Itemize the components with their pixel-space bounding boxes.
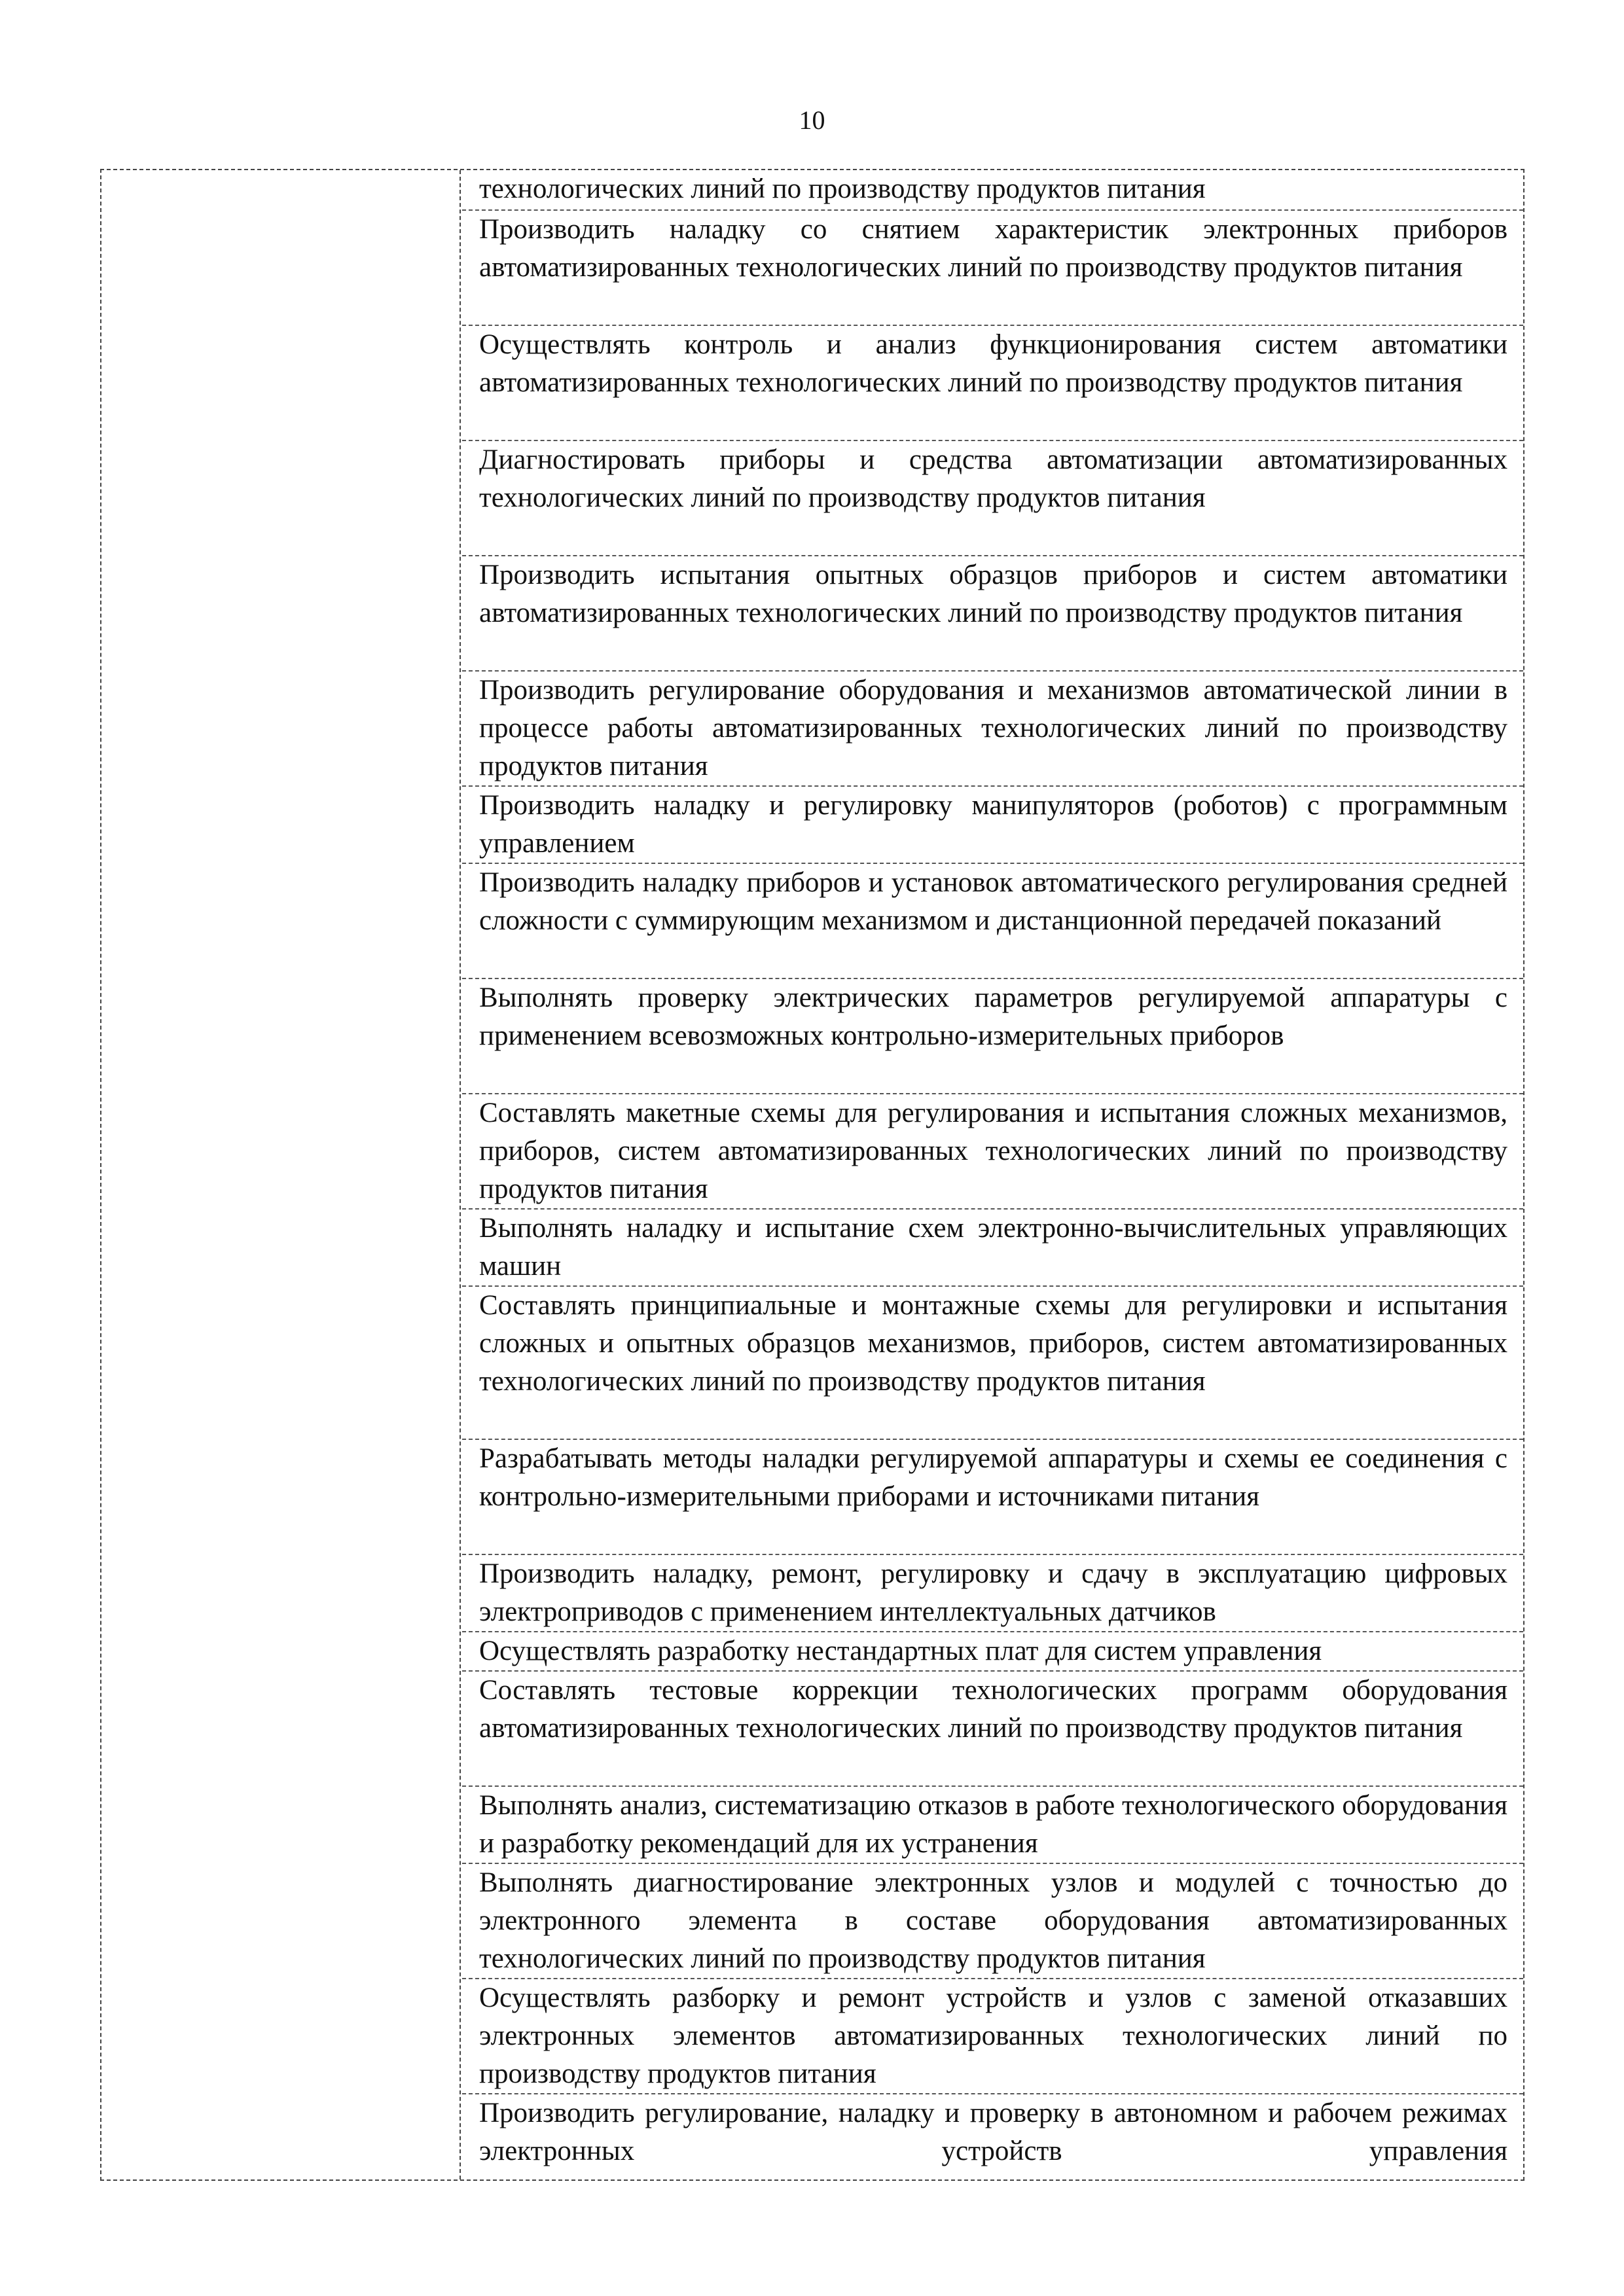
- table-row: Разрабатывать методы наладки регулируемой аппаратуры и схемы ее соединения с контрольно-измерительными приборами и источниками питания: [462, 1439, 1523, 1554]
- table-row: Составлять макетные схемы для регулирования и испытания сложных механизмов, приборов, систем автоматизированных технологических линий по производству продуктов питания: [462, 1093, 1523, 1208]
- table-row: Осуществлять контроль и анализ функционирования систем автоматики автоматизированных технологических линий по производству продуктов питания: [462, 325, 1523, 440]
- table-row: Производить наладку со снятием характеристик электронных приборов автоматизированных технологических линий по производству продуктов питания: [462, 209, 1523, 325]
- table-row: Осуществлять разработку нестандартных плат для систем управления: [462, 1631, 1523, 1670]
- table-row: Производить регулирование, наладку и проверку в автономном и рабочем режимах электронных устройств управления: [462, 2093, 1523, 2170]
- table-row: Выполнять анализ, систематизацию отказов в работе технологического оборудования и разработку рекомендаций для их устранения: [462, 1785, 1523, 1863]
- table-row: Производить наладку, ремонт, регулировку и сдачу в эксплуатацию цифровых электроприводов с применением интеллектуальных датчиков: [462, 1554, 1523, 1631]
- skills-table: [100, 169, 1525, 2181]
- table-left-column: [101, 170, 461, 2179]
- table-right-column: [462, 170, 1523, 2179]
- page-number: 10: [799, 105, 825, 135]
- table-row: Выполнять диагностирование электронных узлов и модулей с точностью до электронного элемента в составе оборудования автоматизированных технологических линий по производству продуктов питания: [462, 1863, 1523, 1978]
- table-row: Производить регулирование оборудования и механизмов автоматической линии в процессе работы автоматизированных технологических линий по производству продуктов питания: [462, 670, 1523, 785]
- table-row: Диагностировать приборы и средства автоматизации автоматизированных технологических линий по производству продуктов питания: [462, 440, 1523, 555]
- table-row: Производить наладку и регулировку манипуляторов (роботов) с программным управлением: [462, 785, 1523, 863]
- table-row: Составлять принципиальные и монтажные схемы для регулировки и испытания сложных и опытных образцов механизмов, приборов, систем автоматизированных технологических линий по производству продуктов питания: [462, 1285, 1523, 1439]
- table-row: Осуществлять разборку и ремонт устройств и узлов с заменой отказавших электронных элементов автоматизированных технологических линий по производству продуктов питания: [462, 1978, 1523, 2093]
- table-row: Производить наладку приборов и установок автоматического регулирования средней сложности с суммирующим механизмом и дистанционной передачей показаний: [462, 863, 1523, 978]
- table-row: технологических линий по производству продуктов питания: [479, 173, 1206, 204]
- table-row: Производить испытания опытных образцов приборов и систем автоматики автоматизированных технологических линий по производству продуктов питания: [462, 555, 1523, 670]
- table-row: Выполнять проверку электрических параметров регулируемой аппаратуры с применением всевозможных контрольно-измерительных приборов: [462, 978, 1523, 1093]
- table-row: Выполнять наладку и испытание схем электронно-вычислительных управляющих машин: [462, 1208, 1523, 1285]
- table-row: Составлять тестовые коррекции технологических программ оборудования автоматизированных технологических линий по производству продуктов питания: [462, 1670, 1523, 1785]
